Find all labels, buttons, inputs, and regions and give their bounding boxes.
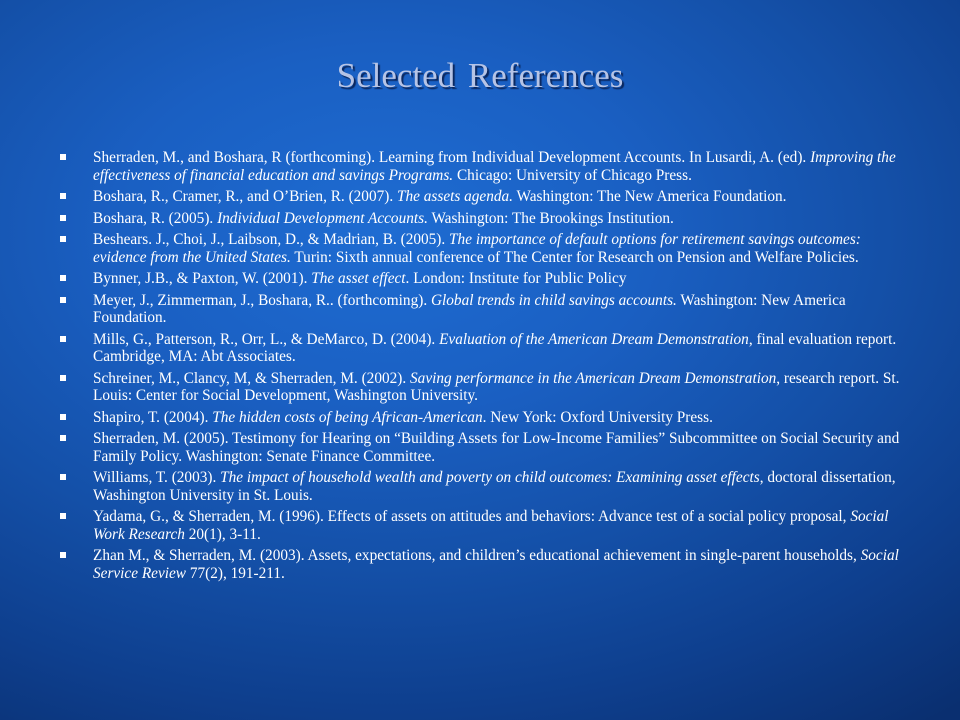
reference-item <box>0 469 960 504</box>
square-bullet-icon <box>60 552 66 558</box>
reference-italic-title: Global trends in child savings accounts. <box>430 291 677 309</box>
reference-text-segment: , doctoral dissertation, Washington University in St. Louis. <box>93 469 896 504</box>
reference-text-segment: 20(1), 3-11. <box>184 525 261 543</box>
reference-item <box>0 547 960 582</box>
reference-list <box>0 149 960 586</box>
reference-text <box>93 210 674 227</box>
square-bullet-icon <box>60 236 66 242</box>
reference-text <box>93 292 846 327</box>
reference-text <box>93 508 889 543</box>
square-bullet-icon <box>60 297 66 303</box>
reference-italic-title: The impact of household wealth and poverty on child outcomes: Examining asset effects <box>220 469 760 486</box>
reference-text-segment: Washington: The Brookings Institution. <box>427 209 674 227</box>
reference-italic-title: The hidden costs of being African-American <box>212 408 483 426</box>
reference-text-segment: 77(2), 191-211. <box>186 564 285 582</box>
reference-text-segment: Beshears. J., Choi, J., Laibson, D., & Madrian, B. (2005). <box>93 231 450 248</box>
reference-text <box>93 547 899 582</box>
reference-text-segment: Bynner, J.B., & Paxton, W. (2001). <box>93 270 312 287</box>
reference-italic-title: Saving performance in the American Dream Demonstration <box>410 369 777 387</box>
square-bullet-icon <box>60 474 66 480</box>
square-bullet-icon <box>60 336 66 342</box>
reference-item <box>0 370 960 405</box>
square-bullet-icon <box>60 414 66 420</box>
reference-text-segment: Washington: New America Foundation. <box>93 291 846 326</box>
square-bullet-icon <box>60 513 66 519</box>
reference-text-segment: Turin: Sixth annual conference of The Center for Research on Pension and Welfare Policies. <box>290 248 859 266</box>
reference-text <box>93 469 896 504</box>
slide-title: Selected References <box>336 56 624 95</box>
reference-text <box>93 149 896 184</box>
reference-text-segment: Meyer, J., Zimmerman, J., Boshara, R.. (forthcoming). <box>93 291 431 309</box>
reference-text <box>93 331 896 366</box>
reference-text-segment: Boshara, R., Cramer, R., and O’Brien, R. (2007). <box>93 188 397 205</box>
reference-text-segment: , final evaluation report. Cambridge, MA: Abt Associates. <box>93 330 897 365</box>
reference-text-segment: , research report. St. Louis: Center for Social Development, Washington University. <box>93 369 900 404</box>
reference-italic-title: The assets agenda. <box>397 188 513 205</box>
reference-text-segment: Zhan M., & Sherraden, M. (2003). Assets, expectations, and children’s educational achievement in single-parent households, <box>93 547 861 564</box>
square-bullet-icon <box>60 375 66 381</box>
reference-text-segment: Schreiner, M., Clancy, M, & Sherraden, M. (2002). <box>93 369 411 387</box>
reference-text-segment: Washington: The New America Foundation. <box>513 188 787 205</box>
square-bullet-icon <box>60 435 66 441</box>
reference-italic-title: Evaluation of the American Dream Demonstration <box>439 330 749 348</box>
reference-item <box>0 430 960 465</box>
reference-text <box>93 231 861 266</box>
reference-item <box>0 331 960 366</box>
square-bullet-icon <box>60 154 66 160</box>
square-bullet-icon <box>60 193 66 199</box>
reference-text <box>93 430 899 465</box>
reference-italic-title: Individual Development Accounts. <box>217 209 428 227</box>
reference-text <box>93 409 713 426</box>
reference-text-segment: Yadama, G., & Sherraden, M. (1996). Effects of assets on attitudes and behaviors: Advance test of a social policy proposal, <box>93 508 851 525</box>
reference-text <box>93 188 787 205</box>
square-bullet-icon <box>60 275 66 281</box>
reference-text-segment: . London: Institute for Public Policy <box>405 270 627 287</box>
reference-italic-title: The asset effect <box>311 270 406 287</box>
reference-text-segment: Mills, G., Patterson, R., Orr, L., & DeMarco, D. (2004). <box>93 330 440 348</box>
reference-text-segment: Williams, T. (2003). <box>93 469 221 486</box>
reference-text-segment: Sherraden, M. (2005). Testimony for Hearing on “Building Assets for Low-Income Families” Subcommittee on Social Security and Family Policy. Washington: Senate Finance Committee. <box>93 430 900 465</box>
reference-item <box>0 210 960 228</box>
reference-item <box>0 188 960 206</box>
reference-italic-title: The importance of default options for retirement savings outcomes: evidence from the United States. <box>93 231 861 266</box>
reference-text-segment: Chicago: University of Chicago Press. <box>453 166 692 184</box>
reference-text-segment: Shapiro, T. (2004). <box>93 408 213 426</box>
square-bullet-icon <box>60 215 66 221</box>
reference-text <box>93 370 899 405</box>
reference-item <box>0 409 960 427</box>
reference-italic-title: Social Work Research <box>93 508 889 543</box>
reference-item <box>0 149 960 184</box>
reference-italic-title: Social Service Review <box>93 547 899 582</box>
reference-text-segment: . New York: Oxford University Press. <box>482 408 713 426</box>
reference-item <box>0 508 960 543</box>
reference-italic-title: Improving the effectiveness of financial education and savings Programs. <box>93 149 896 184</box>
reference-text-segment: Boshara, R. (2005). <box>93 209 218 227</box>
reference-item <box>0 231 960 266</box>
reference-item <box>0 292 960 327</box>
reference-text-segment: Sherraden, M., and Boshara, R (forthcoming). Learning from Individual Development Accounts. In Lusardi, A. (ed). <box>93 149 811 166</box>
reference-item <box>0 270 960 288</box>
reference-text <box>93 270 627 287</box>
